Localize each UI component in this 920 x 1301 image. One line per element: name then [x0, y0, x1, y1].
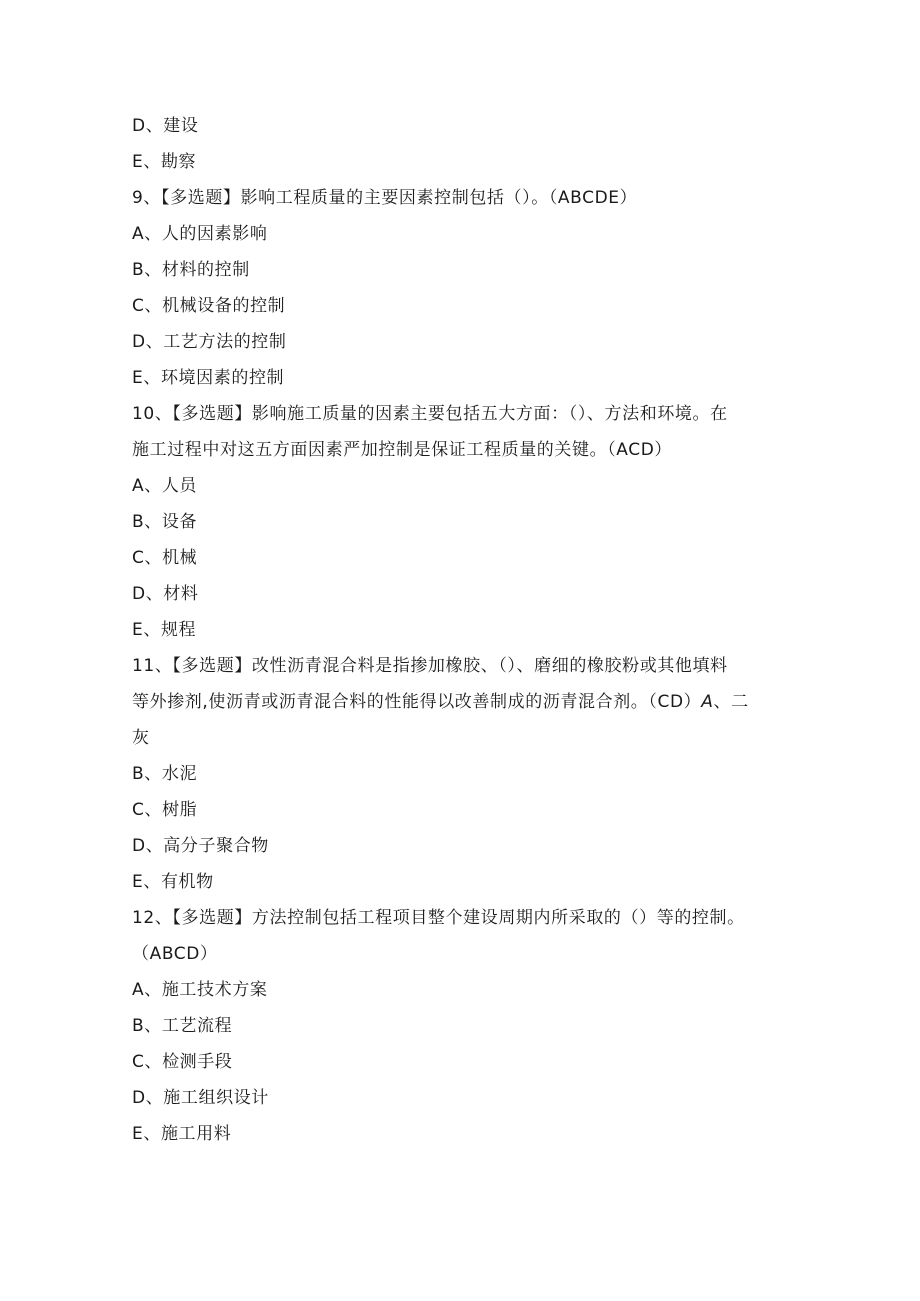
option-line: E、有机物	[132, 872, 214, 892]
option-line: D、工艺方法的控制	[132, 332, 287, 352]
option-line: D、施工组织设计	[132, 1088, 269, 1108]
question-stem: 9、【多选题】影响工程质量的主要因素控制包括（）。（ABCDE）	[132, 188, 638, 208]
option-line: B、设备	[132, 512, 198, 532]
question-stem: 施工过程中对这五方面因素严加控制是保证工程质量的关键。（ACD）	[132, 440, 672, 460]
option-line: C、检测手段	[132, 1052, 233, 1072]
option-line: B、水泥	[132, 764, 198, 784]
option-line: 灰	[132, 728, 150, 748]
option-line: E、施工用料	[132, 1124, 232, 1144]
option-line: B、工艺流程	[132, 1016, 233, 1036]
option-text: 、二	[713, 692, 749, 712]
question-stem	[132, 684, 792, 720]
question-stem: 12、【多选题】方法控制包括工程项目整个建设周期内所采取的（）等的控制。	[132, 908, 745, 928]
question-stem: （ABCD）	[132, 944, 218, 964]
question-stem-text: 等外掺剂,使沥青或沥青混合料的性能得以改善制成的沥青混合剂。（CD）	[132, 692, 702, 712]
option-line: D、建设	[132, 116, 199, 136]
option-line: C、机械设备的控制	[132, 296, 286, 316]
option-line: E、环境因素的控制	[132, 368, 285, 388]
option-line: A、施工技术方案	[132, 980, 268, 1000]
option-letter: A	[701, 692, 714, 712]
option-line: C、树脂	[132, 800, 198, 820]
option-line: A、人员	[132, 476, 198, 496]
option-line: E、规程	[132, 620, 197, 640]
option-line: A、人的因素影响	[132, 224, 268, 244]
question-stem: 11、【多选题】改性沥青混合料是指掺加橡胶、（）、磨细的橡胶粉或其他填料	[132, 656, 728, 676]
option-line: D、高分子聚合物	[132, 836, 269, 856]
document-body	[132, 108, 792, 1152]
option-line: C、机械	[132, 548, 198, 568]
option-line: D、材料	[132, 584, 199, 604]
option-line: E、勘察	[132, 152, 197, 172]
option-line: B、材料的控制	[132, 260, 250, 280]
question-stem: 10、【多选题】影响施工质量的因素主要包括五大方面：（）、方法和环境。在	[132, 404, 728, 424]
